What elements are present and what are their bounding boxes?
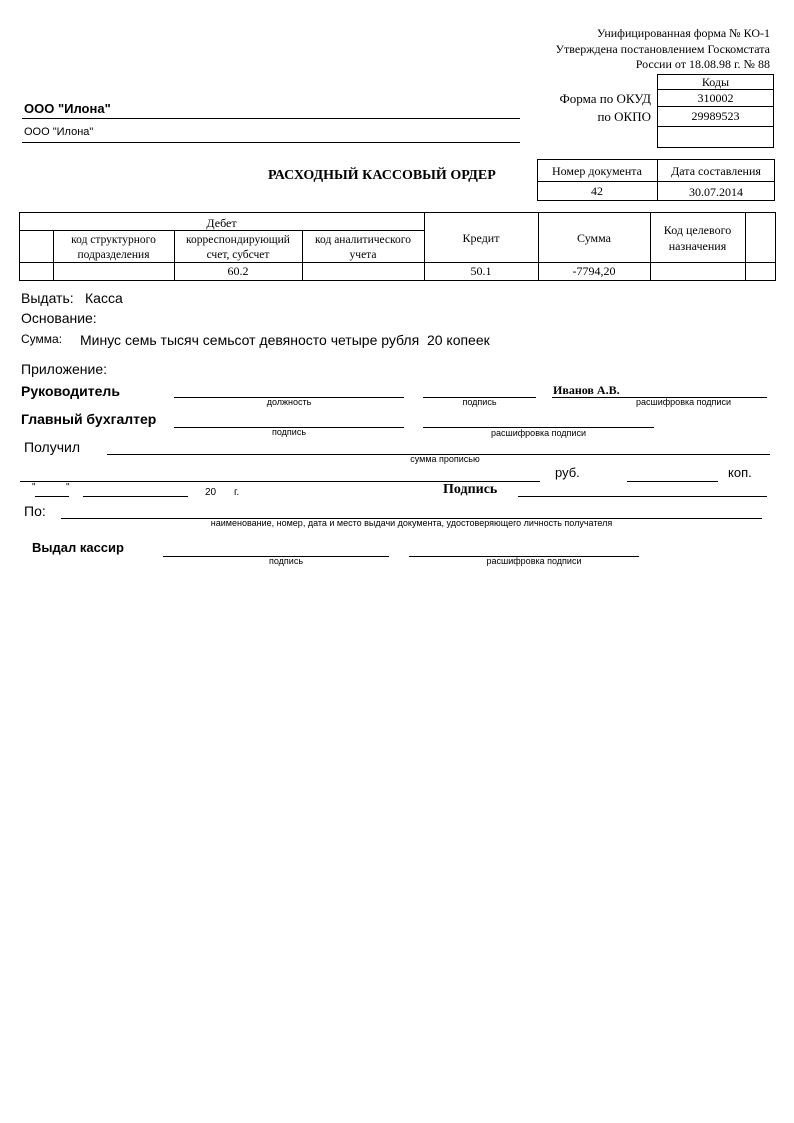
glavbuh-rasshifrovka-caption: расшифровка подписи [491,428,586,438]
organization-name: ООО "Илона" [24,101,111,116]
kassir-podpis-caption: подпись [268,556,304,566]
document-title: РАСХОДНЫЙ КАССОВЫЙ ОРДЕР [268,168,496,183]
rukovoditel-name: Иванов А.В. [553,383,620,397]
row-corr-value: 60.2 [227,264,249,278]
okpo-label: по ОКПО [597,109,651,124]
okpo-value: 29989523 [691,109,740,123]
date-quote-open: " [32,482,36,493]
form-approval-date: России от 18.08.98 г. № 88 [635,57,770,71]
glavbuh-label: Главный бухгалтер [21,411,157,427]
kop-label: коп. [728,465,752,480]
prilozhenie-label: Приложение: [21,361,108,377]
po-label: По: [24,503,46,519]
col-kredit-header: Кредит [462,231,500,245]
col-analyt-header: код аналитического учета [315,234,411,261]
kassir-rasshifrovka-caption: расшифровка подписи [486,556,582,566]
date-year-prefix: 20 [205,487,217,498]
rub-label: руб. [555,465,580,480]
vydat-value: Касса [85,290,123,306]
summa-propisyu-caption: сумма прописью [410,454,480,464]
row-summa-value: -7794,20 [572,264,616,278]
document-date: 30.07.2014 [689,185,743,199]
po-caption: наименование, номер, дата и место выдачи документа, удостоверяющего личность получателя [210,518,613,528]
debet-header: Дебет [206,216,237,230]
rukovoditel-dolzhnost-caption: должность [266,397,312,407]
form-title: Унифицированная форма № КО-1 [596,26,770,40]
rukovoditel-podpis-caption: подпись [462,397,497,407]
summa-words: Минус семь тысяч семьсот девяносто четыре рубля 20 копеек [80,332,490,348]
rukovoditel-label: Руководитель [21,383,120,399]
col-corr-header: корреспондирующий счет, субсчет [186,234,290,261]
date-quote-close: " [66,482,70,493]
rukovoditel-rasshifrovka-caption: расшифровка подписи [636,397,731,407]
form-approval: Утверждена постановлением Госкомстата [555,42,770,56]
kassir-label: Выдал кассир [32,540,124,555]
document-date-label: Дата составления [671,164,761,178]
row-kredit-value: 50.1 [470,264,492,278]
document-number: 42 [591,184,603,198]
podpis-label: Подпись [443,482,498,497]
document-number-label: Номер документа [551,164,643,178]
organization-subname: ООО "Илона" [24,126,94,138]
okud-value: 310002 [697,91,734,105]
okud-label: Форма по ОКУД [559,91,651,106]
poluchil-label: Получил [24,439,80,455]
osnovanie-label: Основание: [21,310,97,326]
col-summa-header: Сумма [577,231,611,245]
vydat-label: Выдать: [21,290,74,306]
date-year-suffix: г. [234,487,240,498]
col-target-header: Код целевого назначения [663,223,732,253]
summa-label: Сумма: [21,332,63,346]
col-struct-header: код структурного подразделения [71,234,156,261]
glavbuh-podpis-caption: подпись [271,427,307,437]
codes-title: Коды [701,75,730,89]
